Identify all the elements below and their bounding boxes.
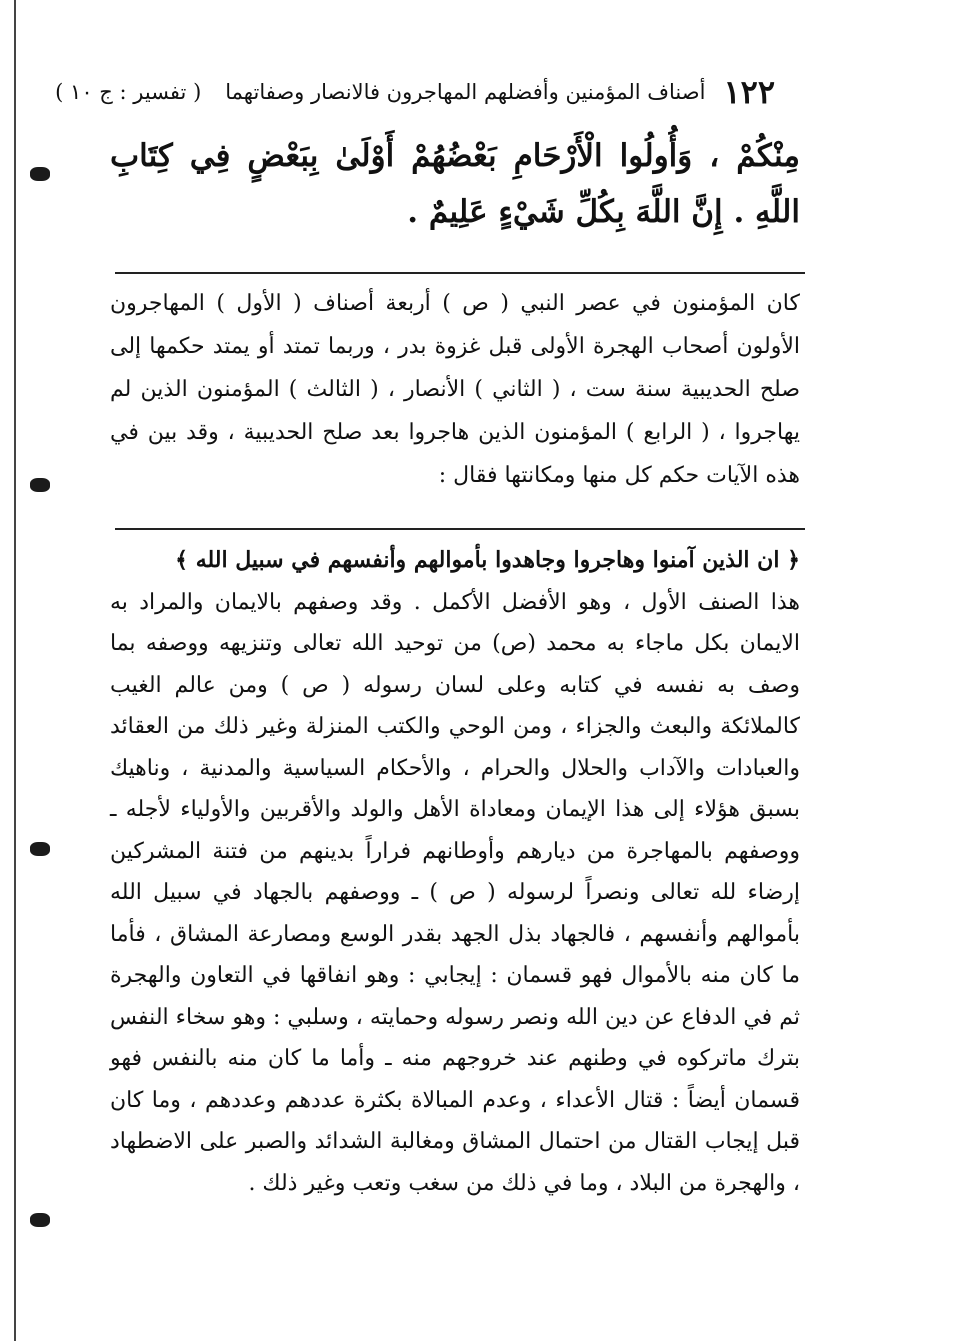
margin-mark-4	[30, 1213, 50, 1227]
margin-mark-1	[30, 167, 50, 181]
commentary-block	[110, 540, 800, 1204]
margin-mark-2	[30, 478, 50, 492]
commentary-paragraph: هذا الصنف الأول ، وهو الأفضل الأكمل . وقد وصفهم بالايمان والمراد به الايمان بكل ماجاء به محمد (ص) من توحيد الله تعالى وتنزيهه ووصفه بما وصف به نفسه في كتابه وعلى لسان رسوله ( ص ) ومن عالم الغيب كالملائكة والبعث والجزاء ، ومن الوحي والكتب المنزلة وغير ذلك من العقائد والعبادات والآداب والحلال والحرام ، والأحكام السياسية والمدنية ، وناهيك بسبق هؤلاء إلى هذا الإيمان ومعاداة الأهل والولد والأقربين والأولياء لأجله ـ ووصفهم بالمهاجرة من ديارهم وأوطانهم فراراً بدينهم من فتنة المشركين إرضاء لله تعالى ونصراً لرسوله ( ص ) ـ ووصفهم بالجهاد في سبيل الله بأموالهم وأنفسهم ، فالجهاد بذل الجهد بقدر الوسع ومصارعة المشاق ، فأما ما كان منه بالأموال فهو قسمان : إيجابي : وهو انفاقها في التعاون والهجرة ثم في الدفاع عن دين الله ونصر رسوله وحمايته ، وسلبي : وهو سخاء النفس بترك ماتركوه في وطنهم عند خروجهم منه ـ وأما ما كان منه بالنفس فهو قسمان أيضاً : قتال الأعداء ، وعدم المبالاة بكثرة عددهم وعددهم ، وما كان قبل إيجاب القتال من احتمال المشاق ومغالبة الشدائد والصبر على الاضطهاد ، والهجرة من البلاد ، وما في ذلك من سغب وتعب وغير ذلك .	[110, 589, 801, 1196]
divider-middle	[115, 528, 805, 530]
scan-edge-line	[14, 0, 16, 1341]
running-title: أصناف المؤمنين وأفضلهم المهاجرون فالانصار وصفاتهما	[225, 80, 706, 104]
volume-label: ( تفسير : ج ١٠ )	[55, 80, 202, 104]
quran-verse: مِنْكُمْ ، وَأُولُوا الْأَرْحَامِ بَعْضُهُمْ أَوْلَىٰ بِبَعْضٍ فِي كِتَابِ اللَّهِ . إِنَّ اللَّهَ بِكُلِّ شَيْءٍ عَلِيمٌ .	[110, 138, 800, 230]
divider-top	[115, 272, 805, 274]
page-number: ١٢٢	[723, 73, 775, 111]
intro-paragraph	[110, 282, 800, 497]
intro-text: كان المؤمنون في عصر النبي ( ص ) أربعة أصناف ( الأول ) المهاجرون الأولون أصحاب الهجرة الأولى قبل غزوة بدر ، وربما تمتد أو يمتد حكمها إلى صلح الحديبية سنة ست ، ( الثاني ) الأنصار ، ( الثالث ) المؤمنون الذين لم يهاجروا ، ( الرابع ) المؤمنون الذين هاجروا بعد صلح الحديبية ، وقد بين في هذه الآيات حكم كل منها ومكانتها فقال :	[110, 291, 800, 488]
page-header	[55, 68, 775, 116]
verse-quote: ﴿ ان الذين آمنوا وهاجروا وجاهدوا بأموالهم وأنفسهم في سبيل الله ﴾	[175, 547, 800, 573]
margin-mark-3	[30, 842, 50, 856]
